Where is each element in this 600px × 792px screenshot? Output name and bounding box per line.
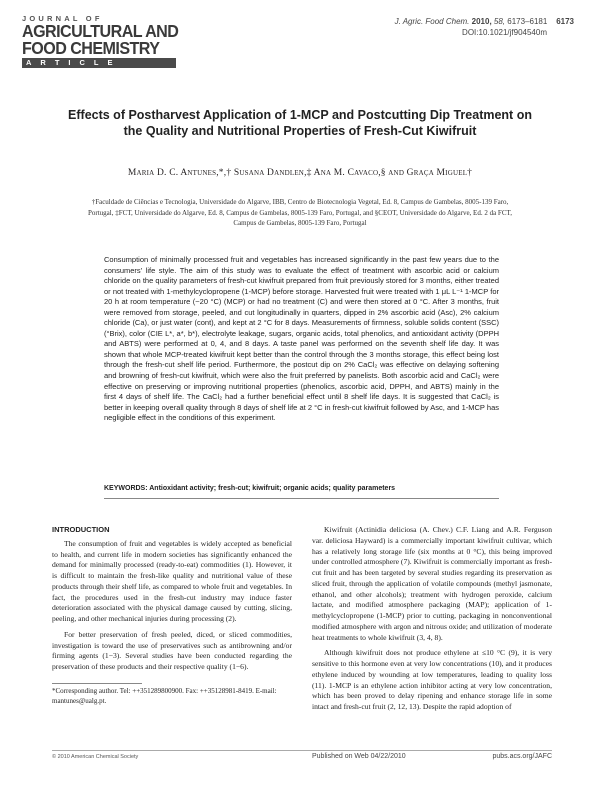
keywords-divider	[104, 498, 499, 499]
copyright: © 2010 American Chemical Society	[52, 754, 139, 760]
column-left	[52, 525, 292, 678]
paper-title: Effects of Postharvest Application of 1-MCP and Postcutting Dip Treatment on the Quality and Nutritional Properties of Fresh-Cut Kiwifruit	[68, 108, 532, 138]
logo-line-journal-of: JOURNAL OF	[22, 14, 103, 23]
intro-paragraph-3: Kiwifruit (Actinidia deliciosa (A. Chev.) C.F. Liang and A.R. Ferguson var. deliciosa Hayward) is a commercially important kiwifruit cultivar, which has a relatively long storage life (six months at 0 °C), this being improved under controlled atmosphere (7). Kiwifruit is commercially important as fresh-cut fruit and has been targeted by several studies regarding its preservation as sliced fruit, through the application of volatile compounds (methyl jasmonate, ethanol, and other alcohols); treatment with hydrogen peroxide, calcium lactate, and modified atmosphere packaging (MAP); application of 1-methylcyclopropene (1-MCP) prior to cutting, packaging in nonconventional modified atmosphere with argon and nitrous oxide; and utilization of moderate heat treatments to whole kiwifruit (3, 4, 8).	[312, 525, 552, 642]
citation-volume: 58,	[493, 17, 506, 26]
keywords: KEYWORDS: Antioxidant activity; fresh-cut; kiwifruit; organic acids; quality parameters	[104, 485, 396, 492]
journal-citation	[395, 16, 574, 38]
footnote-divider	[52, 683, 142, 684]
intro-paragraph-1: The consumption of fruit and vegetables is widely accepted as beneficial to health, and current life in modern societies has significantly enhanced the demand for minimally processed (ready-to-eat) commodities (1). However, it is difficult to maintain the fresh-like quality and nutritional value of these products through their shelf life, as compared to whole fruit and vegetables. In fact, the procedures used in the fresh-cut industry may induce faster deterioration associated with the physical damage caused by cutting, slicing, peeling, and other mechanical injuries during processing (2).	[52, 538, 292, 623]
abstract: Consumption of minimally processed fruit and vegetables has increased significantly in the past few years due to the consumers' life style. The aim of this study was to evaluate the effect of treatment with ascorbic acid or calcium chloride on the quality parameters of fresh-cut kiwifruit prepared from fruit previously stored for 3 months, either treated or not treated with 1-methylcyclopropene (1-MCP) before storage. Harvested fruit were treated with 1 μL L⁻¹ 1-MCP for 20 h at room temperature (~20 °C) (MCP) or had no treatment (C) and were then stored at 0 °C. After 3 months, fruit were removed from storage, peeled, and cut longitudinally in quarters, dipped in 2% ascorbic acid (Asc), 2% calcium chloride (Ca), or just water (cont), and kept at 2 °C for 8 days. Measurements of firmness, soluble solids content (SSC) (°Brix), color (CIE L*, a*, b*), electrolyte leakage, sugars, organic acids, total phenolics, and antioxidant activity (DPPH and ABTS) were performed at 0, 4, and 8 days. A taste panel was performed on the seventh shelf life day. It was shown that whole MCP-treated kiwifruit kept better than the control through the 3 months storage, this effect being lost through the fresh-cut shelf life period. Furthermore, the postcut dip on 2% CaCl₂ was effective on delaying softening and browning of fresh-cut kiwifruit, which were also the fruit preferred by panelists. Both ascorbic acid and CaCl₂ were effective on preserving or improving nutritional properties (phenolics, ascorbic acid, DPPH, and ABTS) mainly in the first 4 days of shelf life. The CaCl₂ had a further beneficial effect until 8 shelf life days. It is suggested that CaCl₂ is better in keeping overall quality through 8 days of shelf life at 2 °C in fresh-cut kiwifruit followed by Asc, and 1-MCP has negligible effect in the conditions of this experiment.	[104, 255, 499, 423]
citation-journal: J. Agric. Food Chem.	[394, 17, 470, 26]
logo-line-agricultural: AGRICULTURAL AND	[22, 21, 179, 41]
journal-url[interactable]: pubs.acs.org/JAFC	[492, 753, 552, 760]
column-right	[312, 525, 552, 718]
footer-divider	[52, 750, 552, 751]
introduction-heading: INTRODUCTION	[52, 525, 110, 534]
intro-paragraph-4: Although kiwifruit does not produce ethylene at ≤10 °C (9), it is very sensitive to this hormone even at very low concentrations (10), and it produces ethylene induced by wounding at low temperatures, leading to quality loss (11). 1-MCP is an ethylene action inhibitor acting at very low concentration, which has been proved to delay ripening and enhance storage life in some intact and fresh-cut fruit (2, 12, 13). Despite the rapid adoption of	[312, 648, 552, 711]
affiliations: †Faculdade de Ciências e Tecnologia, Universidade do Algarve, IBB, Centro de Biotecnologia Vegetal, Ed. 8, Campus de Gambelas, 8005-139 Faro, Portugal, ‡FCT, Universidade do Algarve, Ed. 8, Campus de Gambelas, 8005-139 Faro, Portugal, and §CEOT, Universidade do Algarve, Ed. 2 da FCT, Campus de Gambelas, 8005-139 Faro, Portugal	[87, 198, 512, 227]
logo-line-food-chemistry: FOOD CHEMISTRY	[22, 38, 160, 58]
page-number: 6173	[556, 17, 574, 26]
author-list: Maria D. C. Antunes,*,† Susana Dandlen,‡ Ana M. Cavaco,§ and Graça Miguel†	[127, 168, 473, 178]
intro-paragraph-2: For better preservation of fresh peeled, diced, or sliced commodities, investigation is toward the use of preservatives such as antibrowning and/or firming agents (1−3). Several studies have been conducted regarding the preservation of these products and their respective quality (1−6).	[52, 629, 292, 671]
doi[interactable]: DOI:10.1021/jf904540m	[462, 28, 547, 37]
citation-pages: 6173–6181	[507, 17, 548, 26]
citation-year: 2010,	[471, 17, 492, 26]
journal-logo	[22, 14, 212, 68]
logo-line-article: ARTICLE	[22, 58, 176, 68]
published-date: Published on Web 04/22/2010	[312, 753, 406, 760]
corresponding-author-footnote: *Corresponding author. Tel: ++351289800900. Fax: ++35128981-8419. E-mail: mantunes@ualg.pt.	[52, 687, 277, 705]
